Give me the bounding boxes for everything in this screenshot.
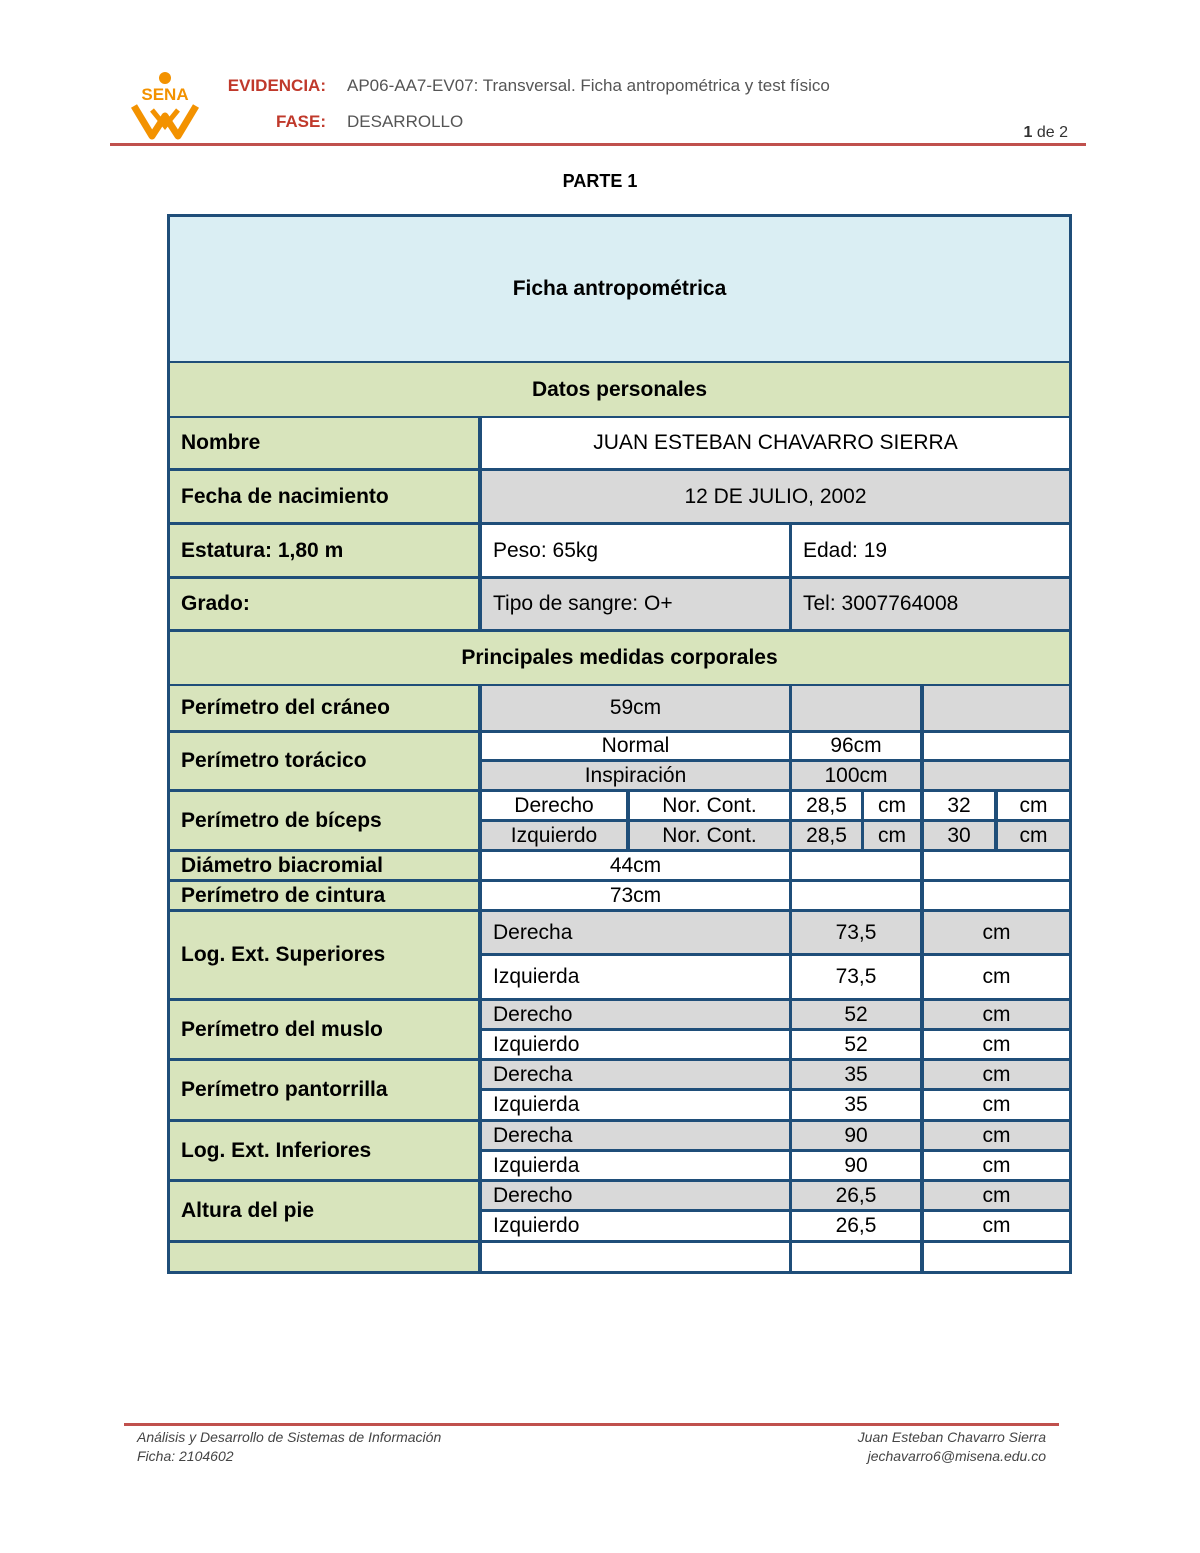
empty-cell bbox=[792, 852, 920, 879]
skull-value[interactable]: 59cm bbox=[482, 686, 789, 730]
lower-left-value[interactable]: 90 bbox=[792, 1152, 920, 1179]
foot-right-value[interactable]: 26,5 bbox=[792, 1182, 920, 1209]
weight-field[interactable]: Peso: 65kg bbox=[482, 525, 789, 576]
biceps-left-label: Izquierdo bbox=[482, 822, 626, 849]
thigh-left-label: Izquierdo bbox=[482, 1031, 789, 1058]
thigh-left-value[interactable]: 52 bbox=[792, 1031, 920, 1058]
unit-cm: cm bbox=[924, 1122, 1069, 1149]
calf-right-value[interactable]: 35 bbox=[792, 1061, 920, 1088]
biceps-right-label: Derecho bbox=[482, 792, 626, 819]
footer-author: Juan Esteban Chavarro Sierra bbox=[857, 1429, 1046, 1445]
footer-program: Análisis y Desarrollo de Sistemas de Información bbox=[137, 1429, 442, 1445]
empty-cell bbox=[792, 686, 920, 730]
calf-label: Perímetro pantorrilla bbox=[170, 1061, 478, 1119]
header-divider bbox=[110, 143, 1086, 146]
svg-text:SENA: SENA bbox=[141, 85, 189, 104]
biacromial-label: Diámetro biacromial bbox=[170, 852, 478, 879]
empty-cell bbox=[924, 733, 1069, 759]
biceps-left-nor-label: Nor. Cont. bbox=[630, 822, 789, 849]
chest-label: Perímetro torácico bbox=[170, 733, 478, 789]
height-field: Estatura: 1,80 m bbox=[170, 525, 478, 576]
lower-right-value[interactable]: 90 bbox=[792, 1122, 920, 1149]
phase-label: FASE: bbox=[275, 112, 326, 131]
page-number: 1 de 2 bbox=[1023, 124, 1068, 141]
phase-value: DESARROLLO bbox=[347, 112, 464, 131]
phone-field[interactable]: Tel: 3007764008 bbox=[792, 579, 1069, 629]
upper-left-value[interactable]: 73,5 bbox=[792, 956, 920, 998]
thigh-right-label: Derecho bbox=[482, 1001, 789, 1028]
foot-right-label: Derecho bbox=[482, 1182, 789, 1209]
thigh-label: Perímetro del muslo bbox=[170, 1001, 478, 1058]
birth-value[interactable]: 12 DE JULIO, 2002 bbox=[482, 471, 1069, 522]
age-field[interactable]: Edad: 19 bbox=[792, 525, 1069, 576]
skull-label: Perímetro del cráneo bbox=[170, 686, 478, 730]
empty-cell bbox=[792, 1243, 920, 1271]
biacromial-value[interactable]: 44cm bbox=[482, 852, 789, 879]
form-title: Ficha antropométrica bbox=[170, 217, 1069, 361]
thigh-right-value[interactable]: 52 bbox=[792, 1001, 920, 1028]
upper-right-value[interactable]: 73,5 bbox=[792, 912, 920, 953]
section-body-measures: Principales medidas corporales bbox=[170, 632, 1069, 684]
empty-cell bbox=[482, 1243, 789, 1271]
chest-normal-label: Normal bbox=[482, 733, 789, 759]
unit-cm: cm bbox=[864, 822, 920, 849]
empty-cell bbox=[924, 882, 1069, 909]
unit-cm: cm bbox=[924, 1152, 1069, 1179]
empty-cell bbox=[792, 882, 920, 909]
unit-cm: cm bbox=[924, 1182, 1069, 1209]
upper-ext-label: Log. Ext. Superiores bbox=[170, 912, 478, 998]
blood-field[interactable]: Tipo de sangre: O+ bbox=[482, 579, 789, 629]
name-label: Nombre bbox=[170, 418, 478, 468]
biceps-right-nor-value[interactable]: 28,5 bbox=[792, 792, 861, 819]
upper-left-label: Izquierda bbox=[482, 956, 789, 998]
birth-label: Fecha de nacimiento bbox=[170, 471, 478, 522]
empty-cell bbox=[924, 686, 1069, 730]
part-title: PARTE 1 bbox=[562, 171, 638, 191]
chest-insp-label: Inspiración bbox=[482, 762, 789, 789]
unit-cm: cm bbox=[924, 1031, 1069, 1058]
unit-cm: cm bbox=[924, 1091, 1069, 1119]
chest-normal-value[interactable]: 96cm bbox=[792, 733, 920, 759]
biceps-right-nor-label: Nor. Cont. bbox=[630, 792, 789, 819]
anthropometric-form bbox=[167, 214, 1072, 1274]
unit-cm: cm bbox=[924, 1001, 1069, 1028]
lower-right-label: Derecha bbox=[482, 1122, 789, 1149]
unit-cm: cm bbox=[864, 792, 920, 819]
evidence-value: AP06-AA7-EV07: Transversal. Ficha antropométrica y test físico bbox=[347, 76, 830, 95]
empty-cell bbox=[924, 1243, 1069, 1271]
biceps-right-cont-value[interactable]: 32 bbox=[924, 792, 994, 819]
unit-cm: cm bbox=[924, 1061, 1069, 1088]
foot-label: Altura del pie bbox=[170, 1182, 478, 1240]
name-value[interactable]: JUAN ESTEBAN CHAVARRO SIERRA bbox=[482, 418, 1069, 468]
lower-ext-label: Log. Ext. Inferiores bbox=[170, 1122, 478, 1179]
biceps-left-cont-value[interactable]: 30 bbox=[924, 822, 994, 849]
biceps-label: Perímetro de bíceps bbox=[170, 792, 478, 849]
unit-cm: cm bbox=[924, 956, 1069, 998]
empty-cell bbox=[170, 1243, 478, 1271]
footer-email[interactable]: jechavarro6@misena.edu.co bbox=[867, 1448, 1046, 1464]
waist-value[interactable]: 73cm bbox=[482, 882, 789, 909]
chest-insp-value[interactable]: 100cm bbox=[792, 762, 920, 789]
unit-cm: cm bbox=[998, 792, 1069, 819]
evidence-label: EVIDENCIA: bbox=[227, 76, 326, 95]
unit-cm: cm bbox=[924, 1212, 1069, 1240]
footer-ficha: Ficha: 2104602 bbox=[137, 1448, 234, 1464]
section-personal-data: Datos personales bbox=[170, 363, 1069, 416]
footer-divider bbox=[124, 1423, 1059, 1426]
lower-left-label: Izquierda bbox=[482, 1152, 789, 1179]
grade-field: Grado: bbox=[170, 579, 478, 629]
sena-logo bbox=[128, 70, 202, 142]
empty-cell bbox=[924, 852, 1069, 879]
empty-cell bbox=[924, 762, 1069, 789]
calf-left-label: Izquierda bbox=[482, 1091, 789, 1119]
calf-right-label: Derecha bbox=[482, 1061, 789, 1088]
calf-left-value[interactable]: 35 bbox=[792, 1091, 920, 1119]
upper-right-label: Derecha bbox=[482, 912, 789, 953]
unit-cm: cm bbox=[998, 822, 1069, 849]
unit-cm: cm bbox=[924, 912, 1069, 953]
foot-left-label: Izquierdo bbox=[482, 1212, 789, 1240]
foot-left-value[interactable]: 26,5 bbox=[792, 1212, 920, 1240]
biceps-left-nor-value[interactable]: 28,5 bbox=[792, 822, 861, 849]
waist-label: Perímetro de cintura bbox=[170, 882, 478, 909]
